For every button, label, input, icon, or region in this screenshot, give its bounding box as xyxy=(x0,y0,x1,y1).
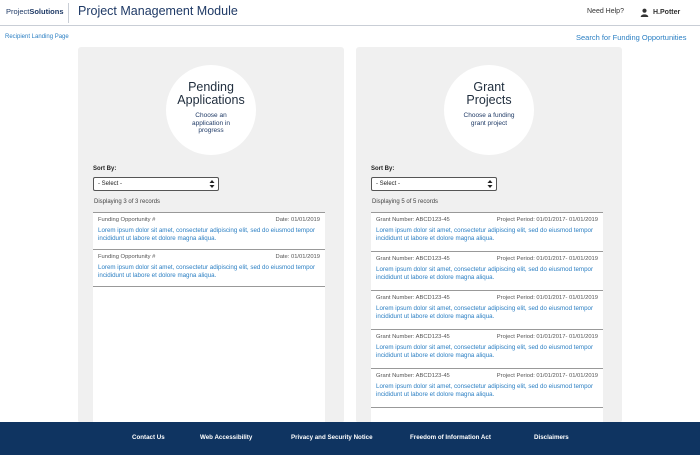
page-title: Project Management Module xyxy=(78,4,238,18)
grant-number: Grant Number: ABCD123-45 xyxy=(376,256,450,262)
record-count: Displaying 3 of 3 records xyxy=(94,199,161,205)
header-divider xyxy=(68,3,69,23)
list-item xyxy=(371,252,603,291)
record-description-link[interactable]: Lorem ipsum dolor sit amet, consectetur adipiscing elit, sed do eiusmod tempor incididunt ut labore et dolore magna aliqua. xyxy=(98,264,316,279)
recipient-landing-link[interactable]: Recipient Landing Page xyxy=(5,34,69,40)
record-description-link[interactable]: Lorem ipsum dolor sit amet, consectetur adipiscing elit, sed do eiusmod tempor incididunt ut labore et dolore magna aliqua. xyxy=(98,227,316,242)
user-menu[interactable] xyxy=(640,8,680,17)
pending-applications-card xyxy=(78,47,344,423)
brand-prefix: Project xyxy=(6,7,30,16)
search-funding-link[interactable]: Search for Funding Opportunities xyxy=(576,33,687,42)
select-arrows-icon xyxy=(487,179,493,189)
record-description-link[interactable]: Lorem ipsum dolor sit amet, consectetur adipiscing elit, sed do eiusmod tempor incididunt ut labore et dolore magna aliqua. xyxy=(376,266,594,281)
top-header xyxy=(0,0,700,26)
list-item xyxy=(93,250,325,287)
project-period: Project Period: 01/01/2017- 01/01/2019 xyxy=(496,217,598,223)
list-item xyxy=(371,291,603,330)
grant-number: Grant Number: ABCD123-45 xyxy=(376,373,450,379)
select-arrows-icon xyxy=(209,179,215,189)
footer-foia-link[interactable]: Freedom of Information Act xyxy=(410,434,491,441)
list-item xyxy=(93,213,325,250)
grant-number: Grant Number: ABCD123-45 xyxy=(376,334,450,340)
list-item xyxy=(371,330,603,369)
footer-contact-link[interactable]: Contact Us xyxy=(132,434,165,441)
site-footer xyxy=(0,422,700,455)
record-date: Date: 01/01/2019 xyxy=(275,254,320,260)
need-help-link[interactable]: Need Help? xyxy=(587,8,624,15)
grant-sort-select[interactable] xyxy=(371,177,497,191)
project-period: Project Period: 01/01/2017- 01/01/2019 xyxy=(496,295,598,301)
list-item xyxy=(371,369,603,408)
record-count: Displaying 5 of 5 records xyxy=(372,199,439,205)
record-description-link[interactable]: Lorem ipsum dolor sit amet, consectetur adipiscing elit, sed do eiusmod tempor incididunt ut labore et dolore magna aliqua. xyxy=(376,227,594,242)
list-item xyxy=(371,213,603,252)
footer-disclaimers-link[interactable]: Disclaimers xyxy=(534,434,569,441)
select-value: - Select - xyxy=(98,181,123,187)
record-description-link[interactable]: Lorem ipsum dolor sit amet, consectetur adipiscing elit, sed do eiusmod tempor incididunt ut labore et dolore magna aliqua. xyxy=(376,305,594,320)
brand-logo[interactable] xyxy=(6,7,64,16)
pending-title: Pending Applications xyxy=(177,80,245,107)
pending-records-list xyxy=(93,212,325,423)
project-period: Project Period: 01/01/2017- 01/01/2019 xyxy=(496,334,598,340)
pending-subtitle: Choose an application in progress xyxy=(192,112,230,134)
user-icon xyxy=(640,8,649,17)
brand-bold: Solutions xyxy=(29,7,64,16)
grant-number: Grant Number: ABCD123-45 xyxy=(376,295,450,301)
footer-accessibility-link[interactable]: Web Accessibility xyxy=(200,434,253,441)
grant-subtitle: Choose a funding grant project xyxy=(463,112,515,127)
footer-privacy-link[interactable]: Privacy and Security Notice xyxy=(291,434,373,441)
project-period: Project Period: 01/01/2017- 01/01/2019 xyxy=(496,256,598,262)
grant-title: Grant Projects xyxy=(466,80,512,107)
record-date: Date: 01/01/2019 xyxy=(275,217,320,223)
pending-sort-select[interactable] xyxy=(93,177,219,191)
grant-projects-card xyxy=(356,47,622,423)
grant-number: Grant Number: ABCD123-45 xyxy=(376,217,450,223)
sort-by-label: Sort By: xyxy=(371,166,395,172)
project-period: Project Period: 01/01/2017- 01/01/2019 xyxy=(496,373,598,379)
select-value: - Select - xyxy=(376,181,401,187)
record-label: Funding Opportunity # xyxy=(98,254,156,260)
record-description-link[interactable]: Lorem ipsum dolor sit amet, consectetur adipiscing elit, sed do eiusmod tempor incididunt ut labore et dolore magna aliqua. xyxy=(376,383,594,398)
record-label: Funding Opportunity # xyxy=(98,217,156,223)
grant-projects-circle[interactable] xyxy=(444,65,534,155)
grant-records-list xyxy=(371,212,603,423)
sort-by-label: Sort By: xyxy=(93,166,117,172)
record-description-link[interactable]: Lorem ipsum dolor sit amet, consectetur adipiscing elit, sed do eiusmod tempor incididunt ut labore et dolore magna aliqua. xyxy=(376,344,594,359)
pending-applications-circle[interactable] xyxy=(166,65,256,155)
user-name: H.Potter xyxy=(653,9,681,16)
